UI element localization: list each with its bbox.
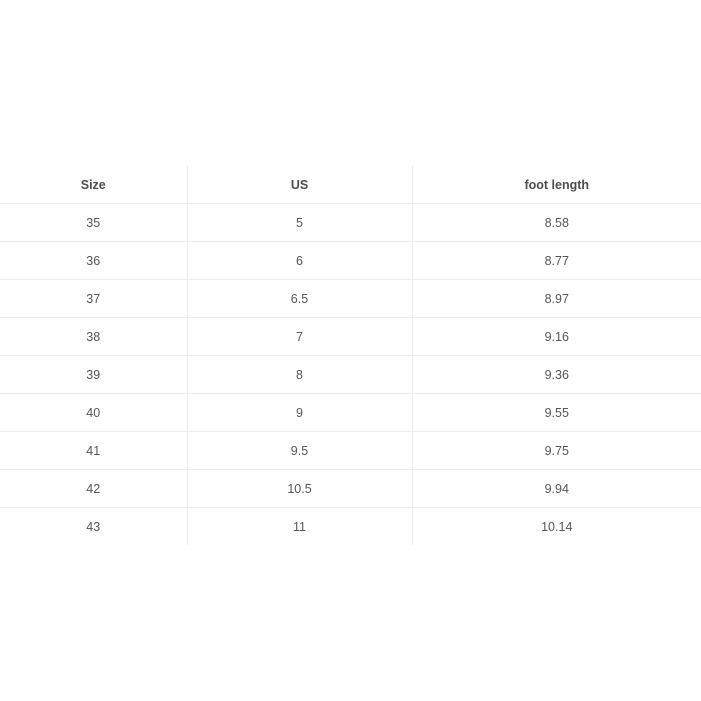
cell-size: 36 xyxy=(0,242,187,280)
cell-us: 6 xyxy=(187,242,412,280)
column-header-us: US xyxy=(187,166,412,204)
column-header-size: Size xyxy=(0,166,187,204)
table-row xyxy=(0,394,701,432)
table-header-row xyxy=(0,166,701,204)
cell-foot-length: 9.36 xyxy=(412,356,701,394)
cell-size: 42 xyxy=(0,470,187,508)
cell-us: 11 xyxy=(187,508,412,546)
cell-foot-length: 9.75 xyxy=(412,432,701,470)
table-row xyxy=(0,280,701,318)
cell-foot-length: 9.55 xyxy=(412,394,701,432)
cell-size: 38 xyxy=(0,318,187,356)
cell-size: 35 xyxy=(0,204,187,242)
cell-size: 43 xyxy=(0,508,187,546)
cell-us: 10.5 xyxy=(187,470,412,508)
cell-us: 8 xyxy=(187,356,412,394)
table-row xyxy=(0,242,701,280)
cell-us: 9 xyxy=(187,394,412,432)
table-row xyxy=(0,470,701,508)
table-row xyxy=(0,204,701,242)
table-header xyxy=(0,166,701,204)
cell-foot-length: 9.94 xyxy=(412,470,701,508)
column-header-foot-length: foot length xyxy=(412,166,701,204)
cell-foot-length: 8.97 xyxy=(412,280,701,318)
table-row xyxy=(0,318,701,356)
cell-foot-length: 8.58 xyxy=(412,204,701,242)
cell-us: 5 xyxy=(187,204,412,242)
cell-foot-length: 8.77 xyxy=(412,242,701,280)
cell-foot-length: 9.16 xyxy=(412,318,701,356)
cell-us: 7 xyxy=(187,318,412,356)
cell-us: 6.5 xyxy=(187,280,412,318)
table-body xyxy=(0,204,701,546)
cell-size: 37 xyxy=(0,280,187,318)
table-row xyxy=(0,432,701,470)
size-chart-container xyxy=(0,166,701,545)
cell-size: 40 xyxy=(0,394,187,432)
table-row xyxy=(0,508,701,546)
cell-us: 9.5 xyxy=(187,432,412,470)
table-row xyxy=(0,356,701,394)
cell-size: 39 xyxy=(0,356,187,394)
cell-size: 41 xyxy=(0,432,187,470)
size-chart-table xyxy=(0,166,701,545)
cell-foot-length: 10.14 xyxy=(541,519,573,534)
